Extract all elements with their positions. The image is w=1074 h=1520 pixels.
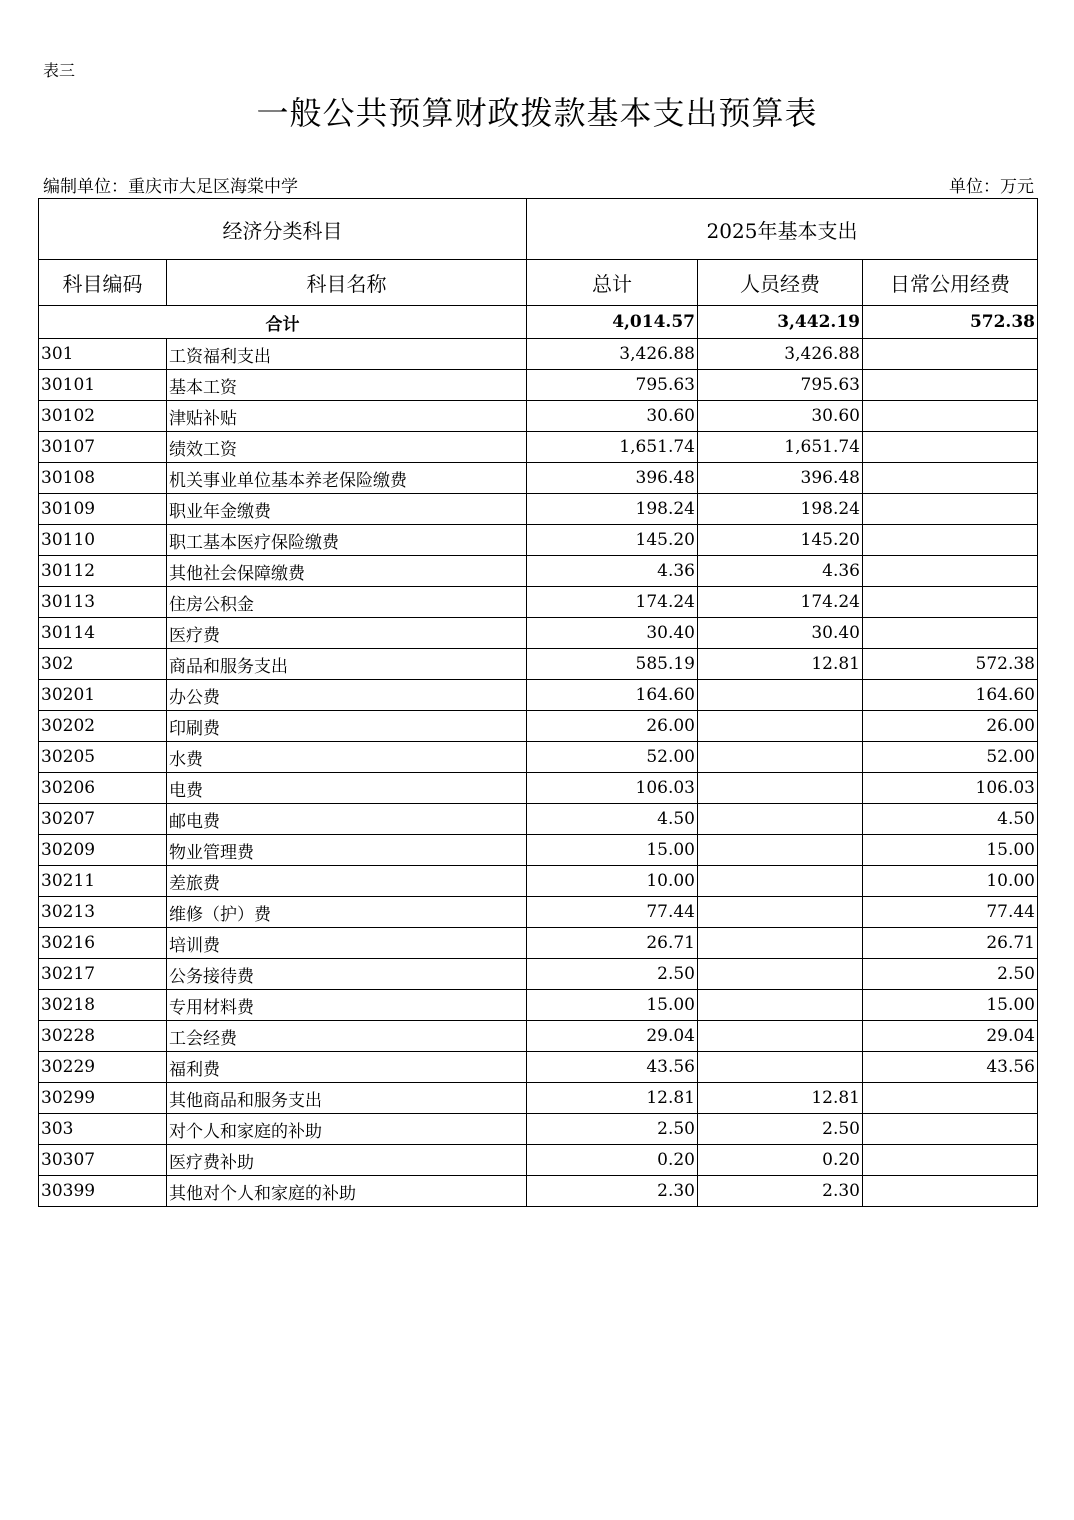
table-row: [39, 804, 1038, 835]
row-total: 174.24: [527, 587, 698, 618]
row-total: 15.00: [527, 990, 698, 1021]
row-public: 29.04: [863, 1021, 1038, 1052]
row-name: 职业年金缴费: [167, 494, 527, 525]
table-number-label: 表三: [43, 61, 76, 80]
row-code: 30110: [39, 525, 167, 556]
row-name: 水费: [167, 742, 527, 773]
table-row: [39, 525, 1038, 556]
row-total: 4.50: [527, 804, 698, 835]
row-total: 198.24: [527, 494, 698, 525]
header-personnel: 人员经费: [698, 260, 863, 306]
row-public: [863, 494, 1038, 525]
total-row: [39, 306, 1038, 339]
row-personnel: 795.63: [698, 370, 863, 401]
row-total: 2.50: [527, 1114, 698, 1145]
row-code: 30102: [39, 401, 167, 432]
row-code: 30202: [39, 711, 167, 742]
row-public: [863, 1083, 1038, 1114]
table-row: [39, 1114, 1038, 1145]
row-personnel: 396.48: [698, 463, 863, 494]
row-personnel: 12.81: [698, 649, 863, 680]
table-row: [39, 1176, 1038, 1207]
row-personnel: [698, 773, 863, 804]
table-row: [39, 990, 1038, 1021]
row-total: 0.20: [527, 1145, 698, 1176]
row-code: 30206: [39, 773, 167, 804]
row-name: 其他商品和服务支出: [167, 1083, 527, 1114]
row-personnel: [698, 680, 863, 711]
row-code: 30201: [39, 680, 167, 711]
compiling-unit: 编制单位：重庆市大足区海棠中学: [43, 177, 298, 197]
row-code: 30211: [39, 866, 167, 897]
row-code: 30205: [39, 742, 167, 773]
row-public: 15.00: [863, 990, 1038, 1021]
row-personnel: [698, 742, 863, 773]
row-total: 15.00: [527, 835, 698, 866]
row-total: 106.03: [527, 773, 698, 804]
row-code: 301: [39, 339, 167, 370]
row-name: 住房公积金: [167, 587, 527, 618]
table-row: [39, 494, 1038, 525]
row-personnel: [698, 835, 863, 866]
total-label: 合计: [39, 306, 527, 339]
row-personnel: 12.81: [698, 1083, 863, 1114]
row-total: 43.56: [527, 1052, 698, 1083]
row-name: 医疗费: [167, 618, 527, 649]
row-total: 795.63: [527, 370, 698, 401]
row-public: [863, 556, 1038, 587]
row-name: 机关事业单位基本养老保险缴费: [167, 463, 527, 494]
row-name: 其他对个人和家庭的补助: [167, 1176, 527, 1207]
row-name: 其他社会保障缴费: [167, 556, 527, 587]
row-code: 30216: [39, 928, 167, 959]
row-name: 职工基本医疗保险缴费: [167, 525, 527, 556]
row-code: 303: [39, 1114, 167, 1145]
row-public: [863, 587, 1038, 618]
row-public: 52.00: [863, 742, 1038, 773]
row-code: 30101: [39, 370, 167, 401]
row-public: 77.44: [863, 897, 1038, 928]
row-code: 30217: [39, 959, 167, 990]
row-name: 电费: [167, 773, 527, 804]
row-public: [863, 401, 1038, 432]
header-category: 经济分类科目: [39, 199, 527, 260]
row-total: 77.44: [527, 897, 698, 928]
row-total: 30.40: [527, 618, 698, 649]
table-row: [39, 587, 1038, 618]
table-row: [39, 959, 1038, 990]
row-personnel: 1,651.74: [698, 432, 863, 463]
row-name: 专用材料费: [167, 990, 527, 1021]
row-public: [863, 463, 1038, 494]
row-public: [863, 1145, 1038, 1176]
row-personnel: [698, 928, 863, 959]
row-code: 30229: [39, 1052, 167, 1083]
table-row: [39, 897, 1038, 928]
row-public: [863, 1114, 1038, 1145]
currency-unit: 单位：万元: [949, 177, 1034, 197]
table-row: [39, 1145, 1038, 1176]
row-total: 26.71: [527, 928, 698, 959]
row-public: [863, 618, 1038, 649]
row-name: 邮电费: [167, 804, 527, 835]
row-personnel: [698, 1021, 863, 1052]
row-name: 办公费: [167, 680, 527, 711]
row-public: [863, 370, 1038, 401]
row-total: 164.60: [527, 680, 698, 711]
row-name: 对个人和家庭的补助: [167, 1114, 527, 1145]
row-total: 3,426.88: [527, 339, 698, 370]
row-public: 164.60: [863, 680, 1038, 711]
row-code: 30209: [39, 835, 167, 866]
row-public: 106.03: [863, 773, 1038, 804]
row-total: 396.48: [527, 463, 698, 494]
row-total: 26.00: [527, 711, 698, 742]
table-row: [39, 773, 1038, 804]
row-total: 4.36: [527, 556, 698, 587]
row-personnel: 2.50: [698, 1114, 863, 1145]
table-row: [39, 835, 1038, 866]
table-row: [39, 432, 1038, 463]
table-row: [39, 1021, 1038, 1052]
total-personnel: 3,442.19: [698, 306, 863, 339]
row-total: 29.04: [527, 1021, 698, 1052]
table-row: [39, 742, 1038, 773]
row-personnel: [698, 711, 863, 742]
header-code: 科目编码: [39, 260, 167, 306]
row-personnel: [698, 897, 863, 928]
row-code: 30114: [39, 618, 167, 649]
row-public: 2.50: [863, 959, 1038, 990]
row-code: 30109: [39, 494, 167, 525]
row-code: 30299: [39, 1083, 167, 1114]
row-name: 培训费: [167, 928, 527, 959]
row-public: [863, 525, 1038, 556]
row-code: 302: [39, 649, 167, 680]
row-personnel: 3,426.88: [698, 339, 863, 370]
row-total: 585.19: [527, 649, 698, 680]
row-total: 12.81: [527, 1083, 698, 1114]
table-row: [39, 1052, 1038, 1083]
row-public: 10.00: [863, 866, 1038, 897]
row-public: [863, 432, 1038, 463]
row-public: [863, 339, 1038, 370]
row-total: 145.20: [527, 525, 698, 556]
row-code: 30218: [39, 990, 167, 1021]
row-code: 30113: [39, 587, 167, 618]
row-personnel: 198.24: [698, 494, 863, 525]
table-row: [39, 618, 1038, 649]
row-total: 1,651.74: [527, 432, 698, 463]
row-name: 福利费: [167, 1052, 527, 1083]
table-row: [39, 928, 1038, 959]
row-name: 津贴补贴: [167, 401, 527, 432]
row-total: 52.00: [527, 742, 698, 773]
row-public: 26.71: [863, 928, 1038, 959]
row-public: 43.56: [863, 1052, 1038, 1083]
row-code: 30399: [39, 1176, 167, 1207]
row-name: 物业管理费: [167, 835, 527, 866]
table-row: [39, 401, 1038, 432]
row-personnel: [698, 959, 863, 990]
row-personnel: [698, 990, 863, 1021]
table-row: [39, 370, 1038, 401]
column-header-row: [39, 260, 1038, 306]
row-total: 30.60: [527, 401, 698, 432]
row-name: 工会经费: [167, 1021, 527, 1052]
row-name: 基本工资: [167, 370, 527, 401]
row-total: 2.30: [527, 1176, 698, 1207]
row-personnel: [698, 804, 863, 835]
row-public: 26.00: [863, 711, 1038, 742]
row-personnel: 2.30: [698, 1176, 863, 1207]
page-title: 一般公共预算财政拨款基本支出预算表: [256, 94, 818, 132]
table-row: [39, 649, 1038, 680]
row-name: 公务接待费: [167, 959, 527, 990]
row-code: 30108: [39, 463, 167, 494]
row-total: 2.50: [527, 959, 698, 990]
header-name: 科目名称: [167, 260, 527, 306]
table-row: [39, 866, 1038, 897]
row-code: 30213: [39, 897, 167, 928]
row-code: 30112: [39, 556, 167, 587]
header-expense-year: 2025年基本支出: [527, 199, 1038, 260]
table-row: [39, 463, 1038, 494]
table-row: [39, 339, 1038, 370]
row-personnel: 30.60: [698, 401, 863, 432]
total-sum: 4,014.57: [527, 306, 698, 339]
row-name: 差旅费: [167, 866, 527, 897]
header-total: 总计: [527, 260, 698, 306]
table-row: [39, 711, 1038, 742]
budget-table: [38, 198, 1038, 1207]
row-personnel: 145.20: [698, 525, 863, 556]
row-code: 30107: [39, 432, 167, 463]
row-name: 印刷费: [167, 711, 527, 742]
row-public: 4.50: [863, 804, 1038, 835]
row-public: 572.38: [863, 649, 1038, 680]
row-personnel: 30.40: [698, 618, 863, 649]
row-code: 30228: [39, 1021, 167, 1052]
header-public: 日常公用经费: [863, 260, 1038, 306]
row-public: [863, 1176, 1038, 1207]
row-name: 医疗费补助: [167, 1145, 527, 1176]
group-header-row: [39, 199, 1038, 260]
row-personnel: 4.36: [698, 556, 863, 587]
row-total: 10.00: [527, 866, 698, 897]
row-code: 30207: [39, 804, 167, 835]
row-personnel: [698, 866, 863, 897]
row-personnel: 174.24: [698, 587, 863, 618]
row-name: 商品和服务支出: [167, 649, 527, 680]
row-public: 15.00: [863, 835, 1038, 866]
row-name: 维修（护）费: [167, 897, 527, 928]
row-name: 工资福利支出: [167, 339, 527, 370]
table-row: [39, 1083, 1038, 1114]
total-public: 572.38: [863, 306, 1038, 339]
row-personnel: 0.20: [698, 1145, 863, 1176]
row-code: 30307: [39, 1145, 167, 1176]
table-row: [39, 556, 1038, 587]
row-personnel: [698, 1052, 863, 1083]
table-row: [39, 680, 1038, 711]
row-name: 绩效工资: [167, 432, 527, 463]
